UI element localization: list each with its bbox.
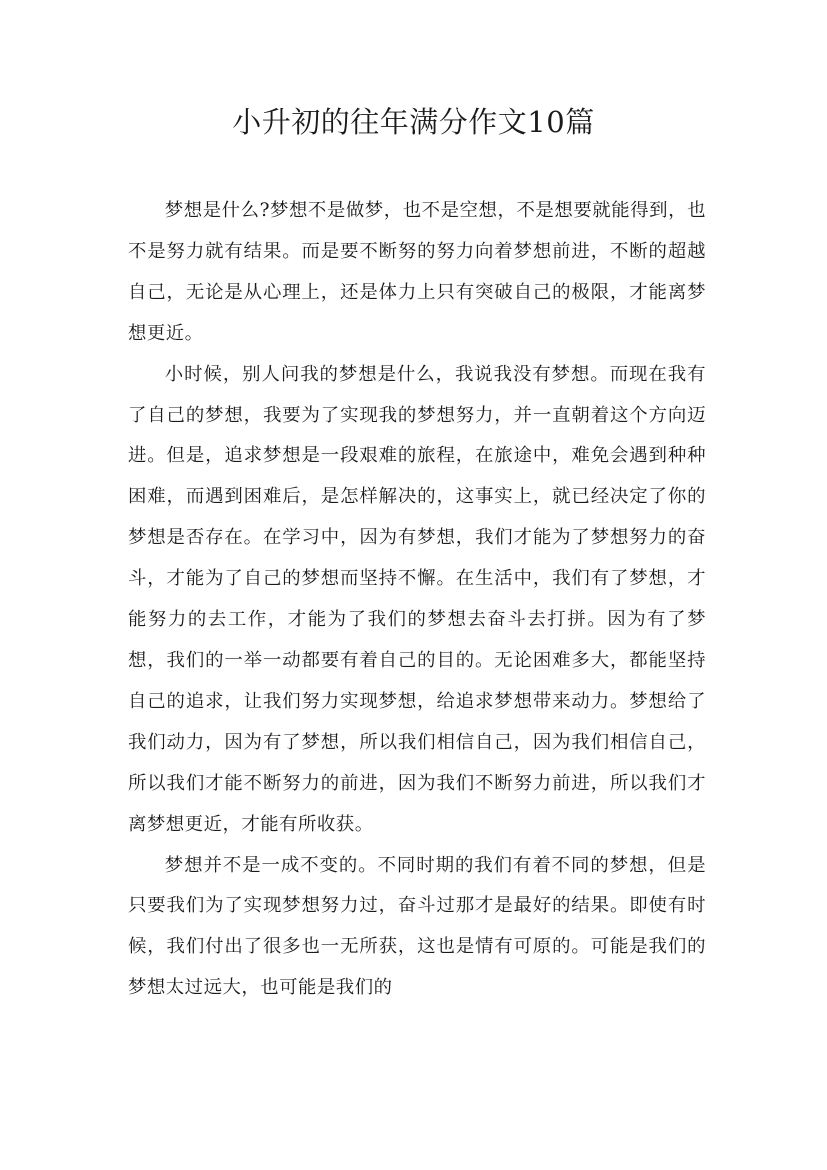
paragraph-1: 梦想是什么?梦想不是做梦，也不是空想，不是想要就能得到，也不是努力就有结果。而是要不断努的努力向着梦想前进，不断的超越自己，无论是从心理上，还是体力上只有突破自己的极限，才能离梦想更近。 [128,200,706,344]
paragraph-2: 小时候，别人问我的梦想是什么，我说我没有梦想。而现在我有了自己的梦想，我要为了实现我的梦想努力，并一直朝着这个方向迈进。但是，追求梦想是一段艰难的旅程，在旅途中，难免会遇到种种困难，而遇到困难后，是怎样解决的，这事实上，就已经决定了你的梦想是否存在。在学习中，因为有梦想，我们才能为了梦想努力的奋斗，才能为了自己的梦想而坚持不懈。在生活中，我们有了梦想，才能努力的去工作，才能为了我们的梦想去奋斗去打拼。因为有了梦想，我们的一举一动都要有着自己的目的。无论困难多大，都能坚持自己的追求，让我们努力实现梦想，给追求梦想带来动力。梦想给了我们动力，因为有了梦想，所以我们相信自己，因为我们相信自己，所以我们才能不断努力的前进，因为我们不断努力前进，所以我们才离梦想更近，才能有所收获。 [128,363,706,835]
paragraph-3: 梦想并不是一成不变的。不同时期的我们有着不同的梦想，但是只要我们为了实现梦想努力过，奋斗过那才是最好的结果。即使有时候，我们付出了很多也一无所获，这也是情有可原的。可能是我们的梦想太过远大，也可能是我们的 [128,854,706,999]
document-title: 小升初的往年满分作文10篇 [232,105,595,139]
document-body [128,191,706,1009]
